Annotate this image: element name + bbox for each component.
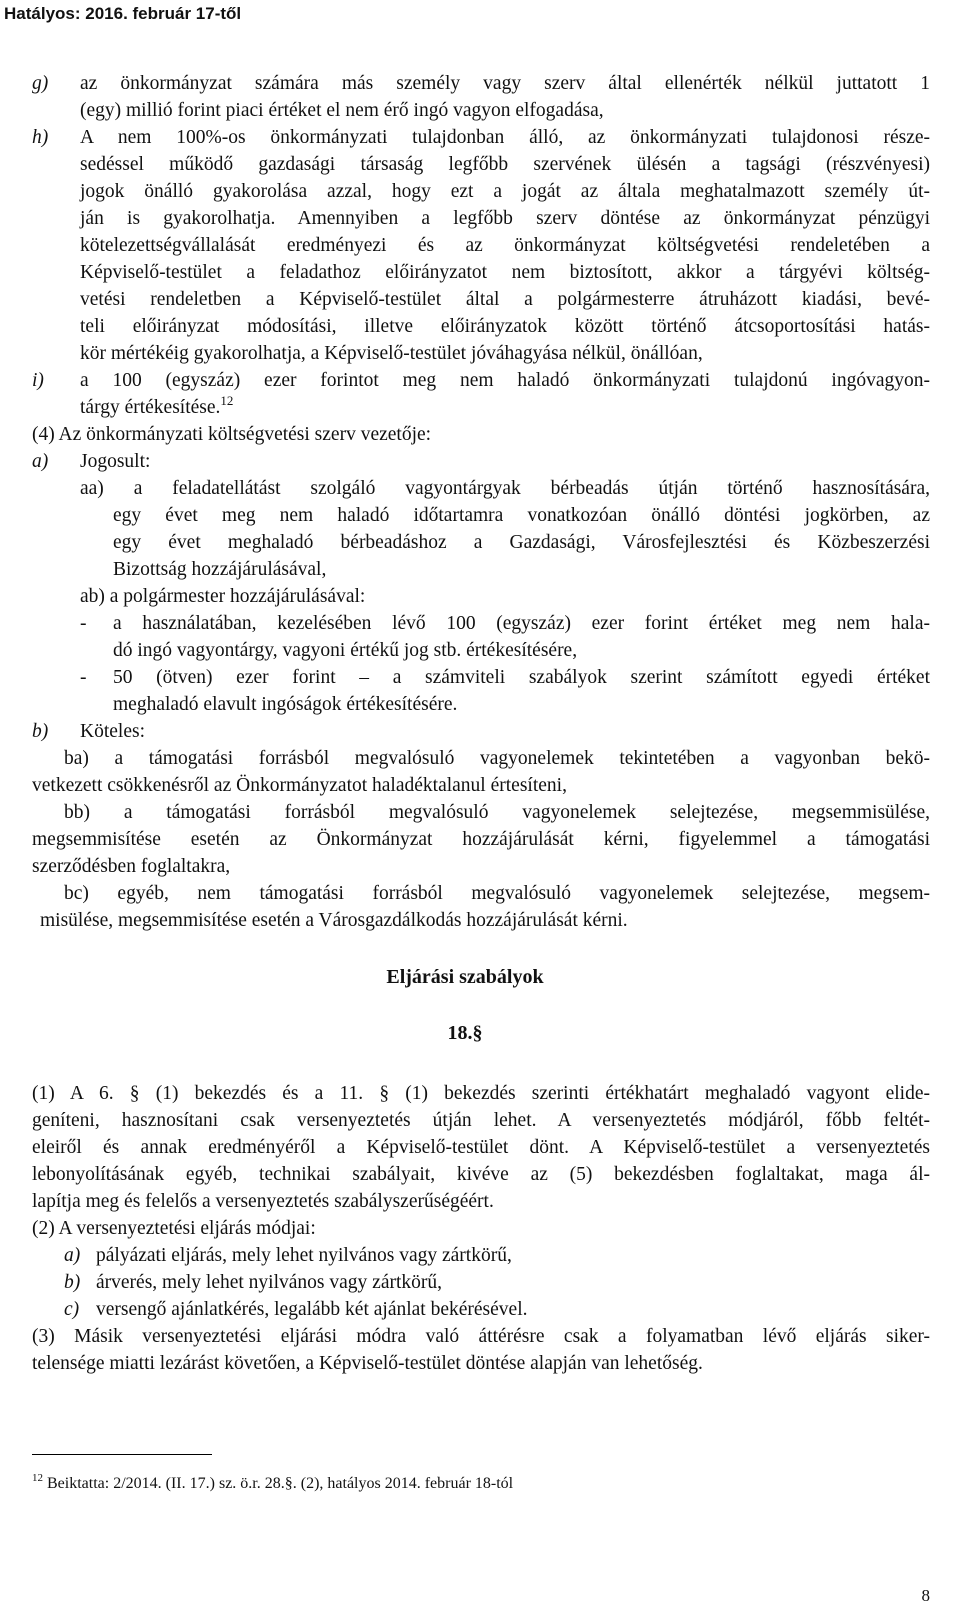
item-h-line: jogok önálló gyakorolása azzal, hogy ezt a jogát az általa meghatalmazott személy út-	[80, 181, 930, 202]
dash1-line: dó ingó vagyontárgy, vagyoni értékű jog stb. értékesítésére,	[113, 640, 578, 661]
p2-item-label: b)	[64, 1272, 81, 1293]
p3-line: telensége miatti lezárást követően, a Képviselő-testület döntése alapján van lehetőség.	[32, 1353, 703, 1374]
footnote-reference[interactable]: 12	[220, 393, 234, 408]
section-4-a-label: a)	[32, 451, 49, 472]
bb-line: bb) a támogatási forrásból megvalósuló vagyonelemek selejtezése, megsemmisülése,	[64, 802, 930, 823]
p2-item-text: árverés, mely lehet nyilvános vagy zártkörű,	[96, 1272, 443, 1293]
p2-intro: (2) A versenyeztetési eljárás módjai:	[32, 1218, 316, 1239]
page-number: 8	[921, 1586, 930, 1605]
p2-item-text: versengő ajánlatkérés, legalább két ajánlat bekérésével.	[96, 1299, 528, 1320]
ba-line: ba) a támogatási forrásból megvalósuló vagyonelemek tekintetében a vagyonban bekö-	[64, 748, 930, 769]
aa-line: aa) a feladatellátást szolgáló vagyontárgyak bérbeadás útján történő hasznosítására,	[80, 478, 930, 499]
bb-line: megsemmisítése esetén az Önkormányzat hozzájárulását kérni, figyelemmel a támogatási	[32, 829, 930, 850]
p2-item-text: pályázati eljárás, mely lehet nyilvános vagy zártkörű,	[96, 1245, 512, 1266]
p1-line: lebonyolításának egyéb, technikai szabályait, kivéve az (5) bekezdésben foglaltakat, maga ál-	[32, 1164, 930, 1185]
effective-date-header: Hatályos: 2016. február 17-től	[4, 4, 242, 23]
dash1-line: a használatában, kezelésében lévő 100 (egyszáz) ezer forint értéket meg nem hala-	[113, 613, 930, 634]
item-h-line: vetési rendeletben a Képviselő-testület által a polgármesterre átruházott kiadási, bevé-	[80, 289, 930, 310]
footnote-number: 12	[32, 1472, 43, 1484]
section-4-b-text: Köteles:	[80, 721, 145, 742]
footnote	[32, 1474, 513, 1495]
item-i-line: tárgy értékesítése.$^{12}$	[80, 393, 234, 418]
section-4-intro: (4) Az önkormányzati költségvetési szerv vezetője:	[32, 424, 432, 445]
item-g-line: az önkormányzat számára más személy vagy szerv által ellenérték nélkül juttatott 1	[80, 73, 930, 94]
aa-line: egy évet meg nem haladó időtartamra vonatkozóan önálló döntési jogkörben, az	[113, 505, 930, 526]
ba-line: vetkezett csökkenésről az Önkormányzatot haladéktalanul értesíteni,	[32, 775, 567, 796]
bc-line: bc) egyéb, nem támogatási forrásból megvalósuló vagyonelemek selejtezése, megsem-	[64, 883, 930, 904]
item-h-label: h)	[32, 127, 49, 148]
item-h-line: teli előirányzat módosítási, illetve előirányzatok között történő átcsoportosítási hatás-	[80, 316, 930, 337]
footnote-separator	[32, 1454, 212, 1455]
section-heading: Eljárási szabályok	[386, 966, 544, 988]
p1-line: eleiről és annak eredményéről a Képviselő-testület dönt. A Képviselő-testület a versenyeztetés	[32, 1137, 930, 1158]
p2-item-label: a)	[64, 1245, 81, 1266]
item-g-label: g)	[32, 73, 49, 94]
p1-line: lapítja meg és felelős a versenyeztetés szabályszerűségéért.	[32, 1191, 494, 1212]
item-h-line: A nem 100%-os önkormányzati tulajdonban álló, az önkormányzati tulajdonosi része-	[80, 127, 930, 148]
item-i-label: i)	[32, 370, 44, 391]
dash2-line: meghaladó elavult ingóságok értékesítésére.	[113, 694, 458, 715]
p2-item-label: c)	[64, 1299, 80, 1320]
item-h-line: kötelezettségvállalását eredményezi és az önkormányzat költségvetési rendeletében a	[80, 235, 930, 256]
p1-line: geníteni, hasznosítani csak versenyeztetés útján lehet. A versenyeztetés módjáról, főbb feltét-	[32, 1110, 930, 1131]
item-h-line: sedéssel működő gazdasági társaság legfőbb szervének ülésén a tagsági (részvényesi)	[80, 154, 930, 175]
item-g-line: (egy) millió forint piaci értéket el nem érő ingó vagyon elfogadása,	[80, 100, 604, 121]
item-i-line: a 100 (egyszáz) ezer forintot meg nem haladó önkormányzati tulajdonú ingóvagyon-	[80, 370, 930, 391]
dash-bullet: -	[80, 667, 87, 688]
p3-line: (3) Másik versenyeztetési eljárási módra való áttérésre csak a folyamatban lévő eljárás siker-	[32, 1326, 930, 1347]
item-h-line: kör mértékéig gyakorolhatja, a Képviselő-testület jóváhagyása nélkül, önállóan,	[80, 343, 703, 364]
dash-bullet: -	[80, 613, 87, 634]
footnote-text: Beiktatta: 2/2014. (II. 17.) sz. ö.r. 28.§. (2), hatályos 2014. február 18-tól	[47, 1475, 514, 1492]
dash2-line: 50 (ötven) ezer forint – a számviteli szabályok szerint számított egyedi értéket	[113, 667, 930, 688]
bb-line: szerződésben foglaltakra,	[32, 856, 231, 877]
ab-line: ab) a polgármester hozzájárulásával:	[80, 586, 366, 607]
p1-line: (1) A 6. § (1) bekezdés és a 11. § (1) bekezdés szerinti értékhatárt meghaladó vagyont elide-	[32, 1083, 930, 1104]
bc-line: misülése, megsemmisítése esetén a Városgazdálkodás hozzájárulását kérni.	[40, 910, 628, 931]
section-4-a-text: Jogosult:	[80, 451, 151, 472]
item-h-line: Képviselő-testület a feladathoz előirányzatot nem biztosított, akkor a tárgyévi költség-	[80, 262, 930, 283]
section-4-b-label: b)	[32, 721, 49, 742]
aa-line: egy évet meghaladó bérbeadáshoz a Gazdasági, Városfejlesztési és Közbeszerzési	[113, 532, 930, 553]
item-h-line: ján is gyakorolhatja. Amennyiben a legfőbb szerv döntése az önkormányzat pénzügyi	[80, 208, 930, 229]
section-number: 18.§	[447, 1022, 483, 1044]
aa-line: Bizottság hozzájárulásával,	[113, 559, 327, 580]
